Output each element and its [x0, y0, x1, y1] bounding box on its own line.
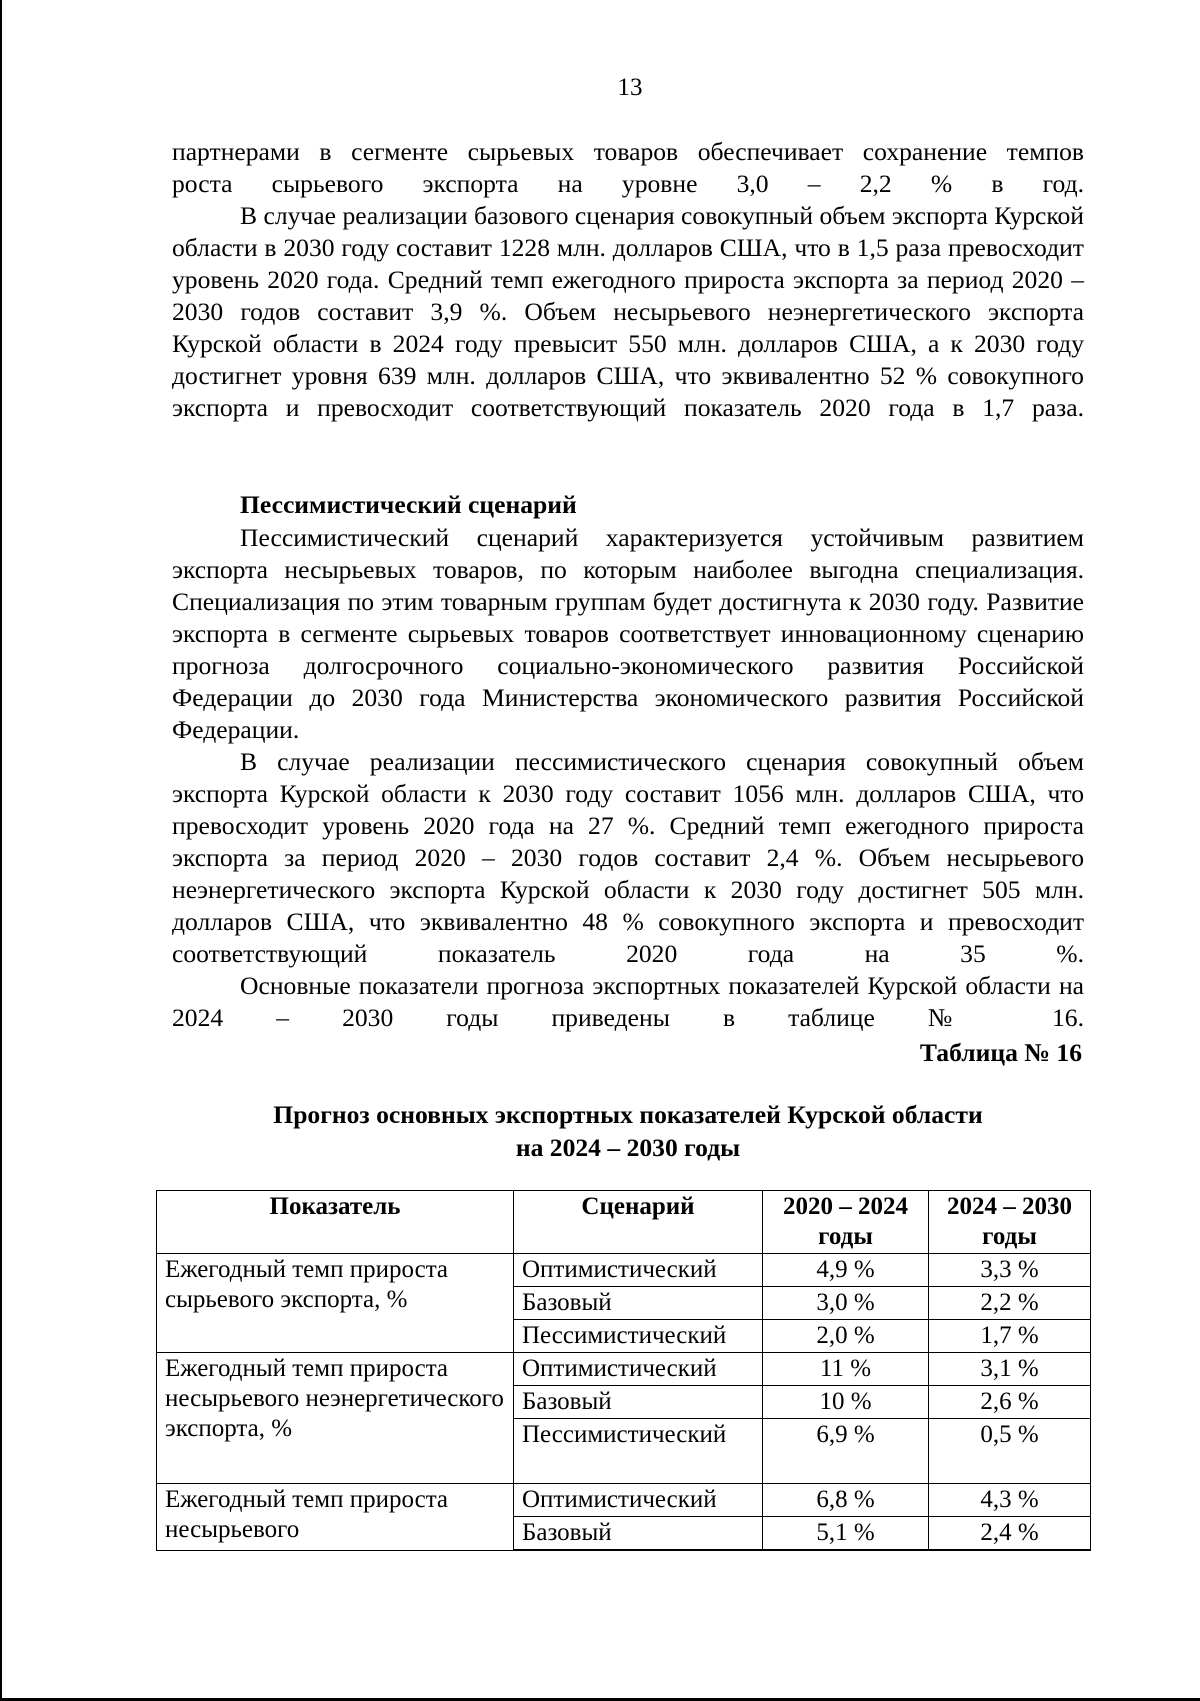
value-cell: 6,8 %	[763, 1484, 929, 1517]
value-cell: 5,1 %	[763, 1517, 929, 1551]
page-edge-left	[0, 0, 2, 1701]
column-header: Сценарий	[514, 1191, 763, 1254]
scenario-cell: Пессимистический	[514, 1320, 763, 1353]
table-header-row	[157, 1191, 1091, 1254]
table-row	[157, 1254, 1091, 1287]
scenario-cell: Базовый	[514, 1287, 763, 1320]
value-cell: 0,5 %	[929, 1419, 1091, 1484]
indicator-cell: Ежегодный темп прироста несырьевого неэнергетического экспорта, %	[157, 1353, 514, 1484]
table-row	[157, 1353, 1091, 1386]
table-title: Прогноз основных экспортных показателей Курской области на 2024 – 2030 годы	[273, 1100, 983, 1162]
scenario-cell: Пессимистический	[514, 1419, 763, 1484]
table-row	[157, 1484, 1091, 1517]
value-cell: 4,3 %	[929, 1484, 1091, 1517]
forecast-table	[156, 1190, 1091, 1551]
section-heading: Пессимистический сценарий	[240, 490, 577, 519]
value-cell: 3,3 %	[929, 1254, 1091, 1287]
value-cell: 4,9 %	[763, 1254, 929, 1287]
value-cell: 2,6 %	[929, 1386, 1091, 1419]
indicator-cell: Ежегодный темп прироста сырьевого экспорта, %	[157, 1254, 514, 1353]
column-header: Показатель	[157, 1191, 514, 1254]
value-cell: 6,9 %	[763, 1419, 929, 1484]
paragraph-1: партнерами в сегменте сырьевых товаров обеспечивает сохранение темпов роста сырьевого экспорта на уровне 3,0 – 2,2 % в год.	[172, 137, 1084, 198]
value-cell: 2,0 %	[763, 1320, 929, 1353]
value-cell: 2,2 %	[929, 1287, 1091, 1320]
value-cell: 11 %	[763, 1353, 929, 1386]
paragraph-5: Основные показатели прогноза экспортных показателей Курской области на 2024 – 2030 годы приведены в таблице № 16.	[172, 971, 1085, 1032]
paragraph-4: В случае реализации пессимистического сценария совокупный объем экспорта Курской области к 2030 году составит 1056 млн. долларов США, что превосходит уровень 2020 года на 27 %. Средний темп ежегодного прироста экспорта за период 2020 – 2030 годов составит 2,4 %. Объем несырьевого неэнергетического экспорта Курской области к 2030 году достигнет 505 млн. долларов США, что эквивалентно 48 % совокупного экспорта и превосходит соответствующий показатель 2020 года на 35 %.	[172, 747, 1085, 968]
page-number: 13	[617, 74, 643, 101]
paragraph-3: Пессимистический сценарий характеризуется устойчивым развитием экспорта несырьевых товаров, по которым наиболее выгодна специализация. Специализация по этим товарным группам будет достигнута к 2030 году. Развитие экспорта в сегменте сырьевых товаров соответствует инновационному сценарию прогноза долгосрочного социально-экономического развития Российской Федерации до 2030 года Министерства экономического развития Российской Федерации.	[172, 523, 1085, 744]
body-text-bottom	[172, 522, 1084, 1034]
table-label: Таблица № 16	[919, 1038, 1082, 1067]
scenario-cell: Оптимистический	[514, 1484, 763, 1517]
column-header: 2020 – 2024 годы	[763, 1191, 929, 1254]
value-cell: 3,1 %	[929, 1353, 1091, 1386]
value-cell: 2,4 %	[929, 1517, 1091, 1551]
scenario-cell: Оптимистический	[514, 1254, 763, 1287]
indicator-cell: Ежегодный темп прироста несырьевого	[157, 1484, 514, 1551]
value-cell: 10 %	[763, 1386, 929, 1419]
body-text-top	[172, 136, 1084, 424]
scenario-cell: Оптимистический	[514, 1353, 763, 1386]
scenario-cell: Базовый	[514, 1517, 763, 1551]
paragraph-2: В случае реализации базового сценария совокупный объем экспорта Курской области в 2030 году составит 1228 млн. долларов США, что в 1,5 раза превосходит уровень 2020 года. Средний темп ежегодного прироста экспорта за период 2020 – 2030 годов составит 3,9 %. Объем несырьевого неэнергетического экспорта Курской области в 2024 году превысит 550 млн. долларов США, а к 2030 году достигнет уровня 639 млн. долларов США, что эквивалентно 52 % совокупного экспорта и превосходит соответствующий показатель 2020 года в 1,7 раза.	[172, 201, 1084, 422]
scenario-cell: Базовый	[514, 1386, 763, 1419]
value-cell: 1,7 %	[929, 1320, 1091, 1353]
value-cell: 3,0 %	[763, 1287, 929, 1320]
column-header: 2024 – 2030 годы	[929, 1191, 1091, 1254]
